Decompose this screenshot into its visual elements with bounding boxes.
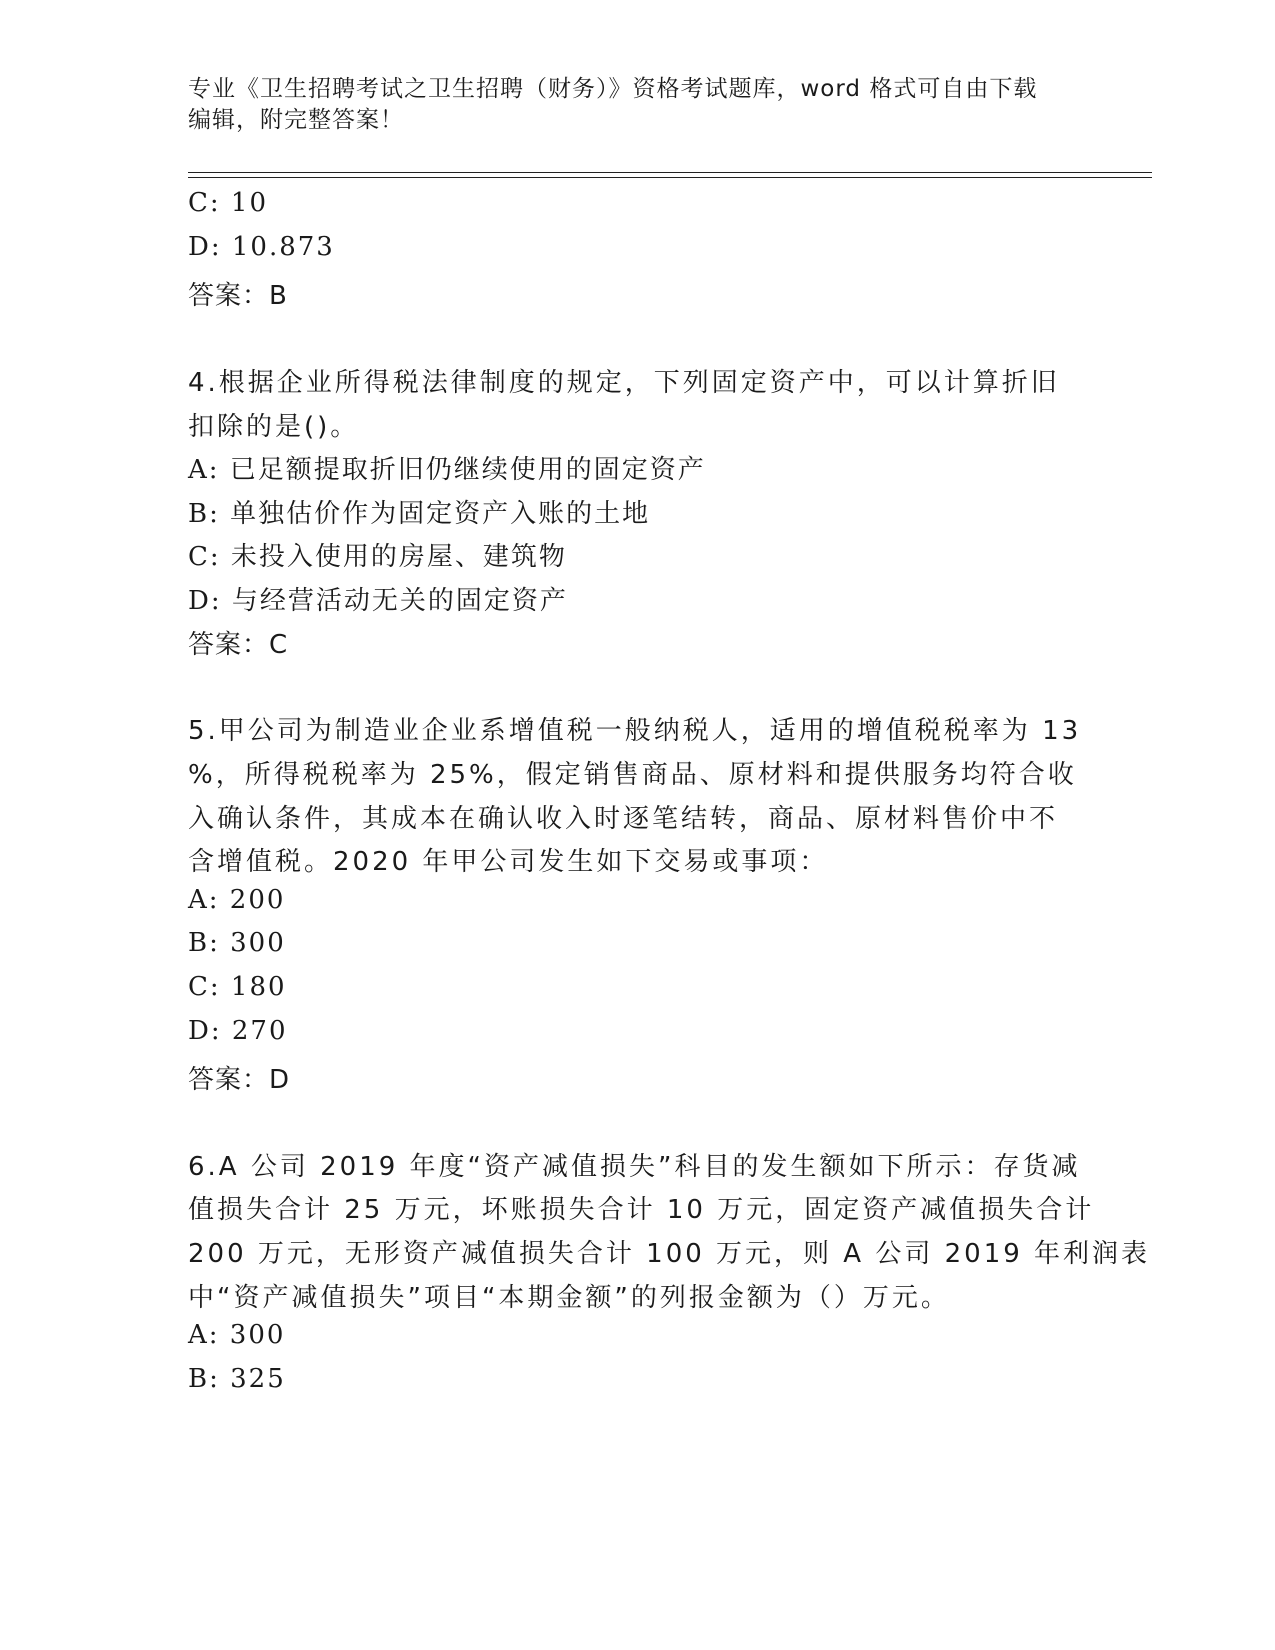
document-header (188, 74, 1068, 136)
header-rule-top (188, 172, 1152, 173)
q5-answer: 答案：D (188, 1065, 291, 1095)
q4-stem-line-1: 4.根据企业所得税法律制度的规定，下列固定资产中，可以计算折旧 (188, 368, 1060, 398)
q4-option-a: A: 已足额提取折旧仍继续使用的固定资产 (188, 455, 706, 485)
q6-stem-line-4: 中“资产减值损失”项目“本期金额”的列报金额为（）万元。 (188, 1283, 950, 1313)
q5-option-a: A: 200 (188, 885, 286, 915)
header-line-2: 编辑，附完整答案！ (188, 107, 404, 133)
q3-answer: 答案：B (188, 281, 288, 311)
q5-stem-line-4: 含增值税。2020 年甲公司发生如下交易或事项： (188, 847, 829, 877)
q6-stem-line-1: 6.A 公司 2019 年度“资产减值损失”科目的发生额如下所示：存货减 (188, 1152, 1081, 1182)
q4-answer: 答案：C (188, 630, 289, 660)
q5-stem-line-1: 5.甲公司为制造业企业系增值税一般纳税人，适用的增值税税率为 13 (188, 716, 1082, 746)
q5-stem-line-3: 入确认条件，其成本在确认收入时逐笔结转，商品、原材料售价中不 (188, 804, 1059, 834)
q4-option-c: C: 未投入使用的房屋、建筑物 (188, 542, 567, 572)
q4-option-b: B: 单独估价作为固定资产入账的土地 (188, 499, 651, 529)
header-rule-bottom (188, 177, 1152, 178)
q6-option-a: A: 300 (188, 1320, 286, 1350)
q3-option-d: D: 10.873 (188, 232, 335, 262)
q5-stem-line-2: %，所得税税率为 25%，假定销售商品、原材料和提供服务均符合收 (188, 760, 1077, 790)
q6-option-b: B: 325 (188, 1364, 286, 1394)
q5-option-b: B: 300 (188, 928, 286, 958)
q4-stem-line-2: 扣除的是()。 (188, 412, 360, 442)
q3-option-c: C: 10 (188, 188, 269, 218)
q4-option-d: D: 与经营活动无关的固定资产 (188, 586, 568, 616)
q5-option-d: D: 270 (188, 1016, 288, 1046)
q5-option-c: C: 180 (188, 972, 287, 1002)
q6-stem-line-2: 值损失合计 25 万元，坏账损失合计 10 万元，固定资产减值损失合计 (188, 1195, 1095, 1225)
header-line-1: 专业《卫生招聘考试之卫生招聘（财务）》资格考试题库，word 格式可自由下载 (188, 76, 1038, 102)
q6-stem-line-3: 200 万元，无形资产减值损失合计 100 万元，则 A 公司 2019 年利润表 (188, 1239, 1151, 1269)
